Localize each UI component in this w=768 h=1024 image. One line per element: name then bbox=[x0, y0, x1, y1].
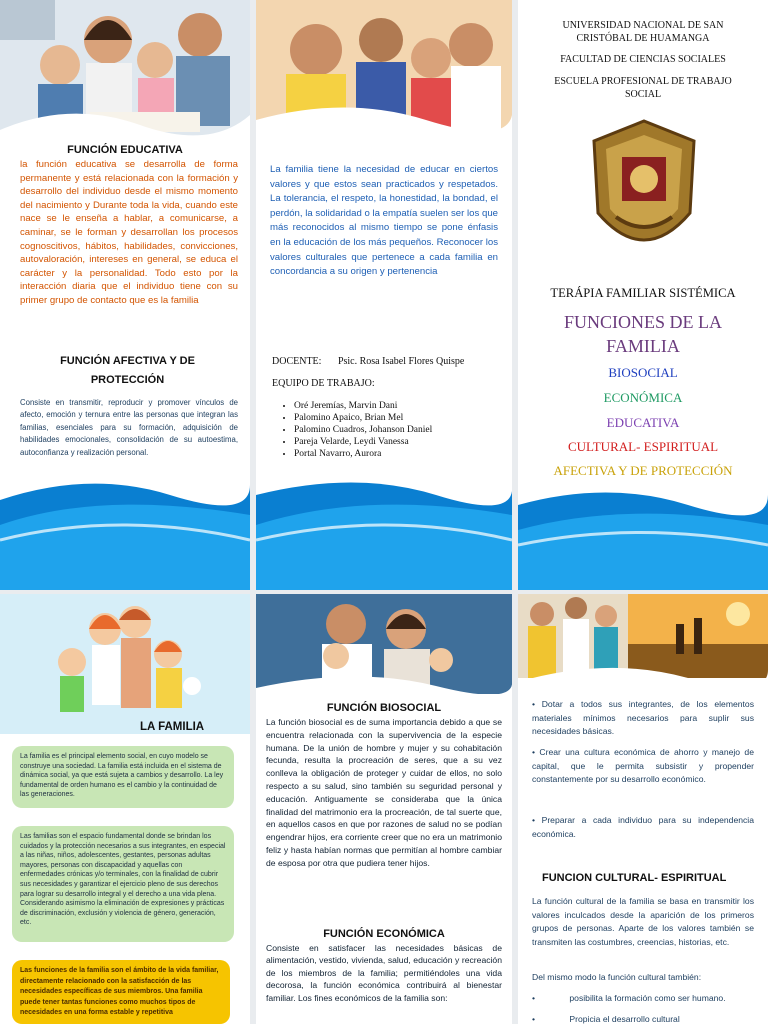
economica-paragraph: Consiste en satisfacer las necesidades básicas de alimentación, vestido, vivienda, salud, educación y recreación de los miembros de la familia; permitiéndoles una vida decorosa, la función económica contribuirá al bienestar familiar. Los fines económicos de la familia son: bbox=[266, 943, 502, 1003]
cartoon-family-illustration bbox=[0, 594, 250, 734]
function-cultural: CULTURAL- ESPIRITUAL bbox=[567, 439, 719, 454]
economic-goal-2: • Crear una cultura económica de ahorro y manejo de capital, que le permita subsistir y propender constantemente por su desarrollo económico. bbox=[532, 747, 754, 785]
cultural-item bbox=[532, 1014, 754, 1024]
heading-funcion-educativa: FUNCIÓN EDUCATIVA bbox=[67, 144, 183, 156]
bullet-dot: • bbox=[532, 993, 536, 1003]
function-educativa: EDUCATIVA bbox=[606, 415, 680, 430]
school-name: ESCUELA PROFESIONAL DE TRABAJO SOCIAL bbox=[554, 76, 732, 100]
heading-funcion-afectiva: FUNCIÓN AFECTIVA Y DE PROTECCIÓN bbox=[60, 355, 195, 386]
blue-wave-decoration bbox=[0, 470, 250, 590]
panel-funcion-cultural bbox=[518, 594, 768, 1024]
heading-funcion-economica: FUNCIÓN ECONÓMICA bbox=[323, 928, 445, 940]
equipo-label: EQUIPO DE TRABAJO: bbox=[272, 378, 375, 389]
panel-top-wave bbox=[256, 666, 512, 706]
bullet-dot: • bbox=[532, 1014, 536, 1024]
university-crest bbox=[586, 117, 702, 265]
economic-goal-1: • Dotar a todos sus integrantes, de los elementos materiales mínimos necesarios para suplir sus necesidades básicas. bbox=[532, 699, 754, 737]
panel-top-wave bbox=[256, 95, 512, 145]
biosocial-paragraph: La función biosocial es de suma importancia debido a que se encuentra relacionada con la supervivencia de la especie humana. De la unión de hombre y mujer y su cohabitación fecunda, resulta la procreación de seres, que a su vez conlleva la obligación de proteger y cuidar de ellos, no solo respecto a su salud, sino también su seguridad personal y educación. Antiguamente se consideraba que la única finalidad del matrimonio era la procreación, de tal suerte que, en aquellos casos en que por razones de salud no se podían engendrar hijos, era corriente creer que no era un matrimonio feliz y hasta habían normas que permitían al hombre cambiar de esposa por otra que pudiera tener hijos. bbox=[266, 717, 502, 868]
family-cartoon bbox=[0, 594, 250, 734]
cultural-also-line: Del mismo modo la función cultural también: bbox=[532, 972, 702, 982]
function-biosocial: BIOSOCIAL bbox=[608, 365, 678, 380]
cultural-paragraph: La función cultural de la familia se basa en transmitir los valores inculcados desde la aparición de los primeros grupos de personas. Aparte de los valores también se transmiten las costumbres, creencias, historias, etc. bbox=[532, 896, 754, 947]
cultural-item-text: Propicia el desarrollo cultural bbox=[569, 1014, 680, 1024]
faculty-name: FACULTAD DE CIENCIAS SOCIALES bbox=[560, 54, 726, 65]
panel-la-familia bbox=[0, 594, 250, 1024]
team-member: • Pareja Velarde, Leydi Vanessa bbox=[294, 436, 512, 448]
course-name: TERÁPIA FAMILIAR SISTÉMICA bbox=[550, 286, 736, 300]
docente-label: DOCENTE: bbox=[272, 356, 322, 367]
docente-name: Psic. Rosa Isabel Flores Quispe bbox=[337, 356, 465, 367]
panel-cover bbox=[518, 0, 768, 590]
panel-funcion-educativa bbox=[0, 0, 250, 590]
educativa-paragraph: la función educativa se desarrolla de forma permanente y está relacionada con la formación y desarrollo del individuo desde el mismo momento del nacimiento y Durante toda la vida, cuando este nace se le enseña a hablar, a comunicarse, a caminar, se le forman y desarrollan los procesos cognoscitivos, hábitos, habilidades, convicciones, autovaloración, intereses en general, se educa el carácter y la personalidad. Todo esto por la interacción diaria que el individuo tiene con su primer grupo de contacto que es la familia bbox=[20, 159, 238, 306]
blue-wave-decoration bbox=[518, 480, 768, 590]
panel-top-wave bbox=[0, 100, 250, 150]
function-afectiva: AFECTIVA Y DE PROTECCIÓN bbox=[553, 463, 733, 478]
panel-top-wave bbox=[518, 656, 768, 696]
economic-goal-3: • Preparar a cada individuo para su independencia económica. bbox=[532, 815, 754, 839]
panel-valores-equipo bbox=[256, 0, 512, 590]
cultural-item bbox=[532, 993, 754, 1003]
familia-box-3: Las funciones de la familia son el ámbito de la vida familiar, directamente relacionado con la satisfacción de las necesidades específicas de sus miembros. Una familia puede tener tantas funciones como muchos tipos de necesidades en una forma estable y repetitiva bbox=[12, 960, 230, 1024]
team-member: • Palomino Apaico, Brian Mel bbox=[294, 412, 512, 424]
heading-funcion-biosocial: FUNCIÓN BIOSOCIAL bbox=[326, 702, 442, 714]
brochure-title: FUNCIONES DE LA FAMILIA bbox=[563, 312, 722, 356]
team-member: • Palomino Cuadros, Johanson Daniel bbox=[294, 424, 512, 436]
function-economica: ECONÓMICA bbox=[603, 390, 683, 405]
familia-box-1: La familia es el principal elemento social, en cuyo modelo se construye una sociedad. La familia está incluida en el sistema de dinámica social, ya que está sujeta a cambios y desarrollo. La ley fundamental de orden humano es el cambio y la continuidad de las generaciones. bbox=[12, 746, 234, 808]
cultural-item-text: posibilita la formación como ser humano. bbox=[569, 993, 726, 1003]
familia-box-2: Las familias son el espacio fundamental donde se brindan los cuidados y la protección necesarios a sus integrantes, en especial a las niñas, niños, adolescentes, gestantes, personas adultas mayores, personas con discapacidad y aquellas con enfermedades crónicas y/o terminales, con la finalidad de cubrir sus necesidades y garantizar el ejercicio pleno de sus derechos para lograr su desarrollo integral y el derecho a una vida plena. Considerando asimismo la eliminación de expresiones y prácticas de discriminación, exclusión y violencia de género, generación, etc. bbox=[12, 826, 234, 942]
docente-line bbox=[272, 356, 502, 367]
afectiva-paragraph: Consiste en transmitir, reproducir y promover vínculos de afecto, emoción y ternura entre las personas que integran las familias, esenciales para su formación, adquisición de habilidades emocionales, consolidación de su autoestima, autoconfianza y realización personal. bbox=[20, 398, 238, 457]
university-name: UNIVERSIDAD NACIONAL DE SAN CRISTÓBAL DE HUAMANGA bbox=[562, 20, 724, 44]
heading-la-familia: LA FAMILIA bbox=[140, 721, 205, 733]
valores-paragraph: La familia tiene la necesidad de educar en ciertos valores y que estos sean practicados y respetados. La tolerancia, el respeto, la honestidad, la bondad, el perdón, la solidaridad o la empatía suelen ser los que más reconocidos al mismo tiempo se pone énfasis en la educación de los más pequeños. Reconocer los valores culturales que pertenece a cada familia en concordancia a su origen y pertenencia bbox=[270, 164, 498, 278]
team-member: • Oré Jeremías, Marvin Dani bbox=[294, 400, 512, 412]
panel-funcion-biosocial bbox=[256, 594, 512, 1024]
heading-funcion-cultural: FUNCION CULTURAL- ESPIRITUAL bbox=[542, 872, 727, 884]
blue-wave-decoration bbox=[256, 470, 512, 590]
team-list bbox=[270, 400, 512, 460]
team-member: • Portal Navarro, Aurora bbox=[294, 448, 512, 460]
